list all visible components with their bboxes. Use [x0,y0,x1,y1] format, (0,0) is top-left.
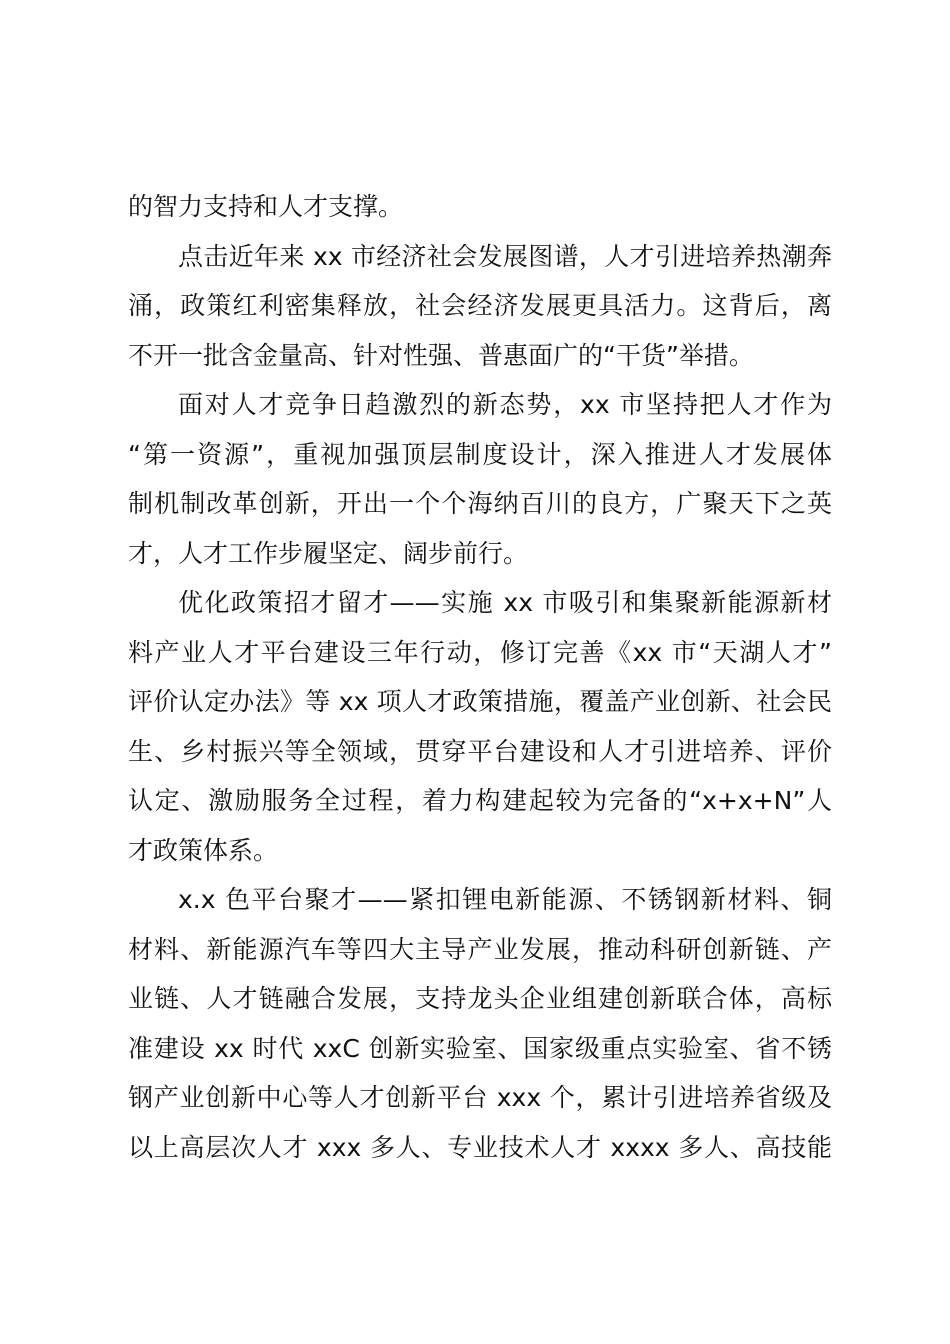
text-line: “第一资源”，重视加强顶层制度设计，深入推进人才发展体 [128,439,832,469]
text-line: 业链、人才链融合发展，支持龙头企业组建创新联合体，高标 [128,984,832,1013]
text-line: 点击近年来 xx 市经济社会发展图谱，人才引进培养热潮奔 [178,241,832,271]
text-line: 钢产业创新中心等人才创新平台 xxx 个，累计引进培养省级及 [128,1083,832,1112]
text-line: 才，人才工作步履坚定、阔步前行。 [128,538,529,568]
text-line: 不开一批含金量高、针对性强、普惠面广的“干货”举措。 [128,340,754,370]
text-line: 优化政策招才留才——实施 xx 市吸引和集聚新能源新材 [178,588,832,617]
text-line: 面对人才竞争日趋激烈的新态势，xx 市坚持把人才作为 [178,390,832,419]
text-line: x.x 色平台聚才——紧扣锂电新能源、不锈钢新材料、铜 [178,885,832,914]
text-line: 生、乡村振兴等全领域，贯穿平台建设和人才引进培养、评价 [128,736,832,766]
text-line: 认定、激励服务全过程，着力构建起较为完备的“x+x+N”人 [128,786,832,815]
text-line: 涌，政策红利密集释放，社会经济发展更具活力。这背后，离 [128,291,832,320]
text-line: 准建设 xx 时代 xxC 创新实验室、国家级重点实验室、省不锈 [128,1033,832,1063]
text-line: 料产业人才平台建设三年行动，修订完善《xx 市“天湖人才” [128,637,832,667]
text-line: 制机制改革创新，开出一个个海纳百川的良方，广聚天下之英 [128,489,832,518]
text-line: 评价认定办法》等 xx 项人才政策措施，覆盖产业创新、社会民 [128,687,832,716]
text-line: 才政策体系。 [128,835,279,865]
text-line: 以上高层次人才 xxx 多人、专业技术人才 xxxx 多人、高技能 [128,1132,832,1162]
body-text [128,182,832,1172]
text-line: 的智力支持和人才支撑。 [128,192,404,221]
text-line: 材料、新能源汽车等四大主导产业发展，推动科研创新链、产 [128,934,832,964]
